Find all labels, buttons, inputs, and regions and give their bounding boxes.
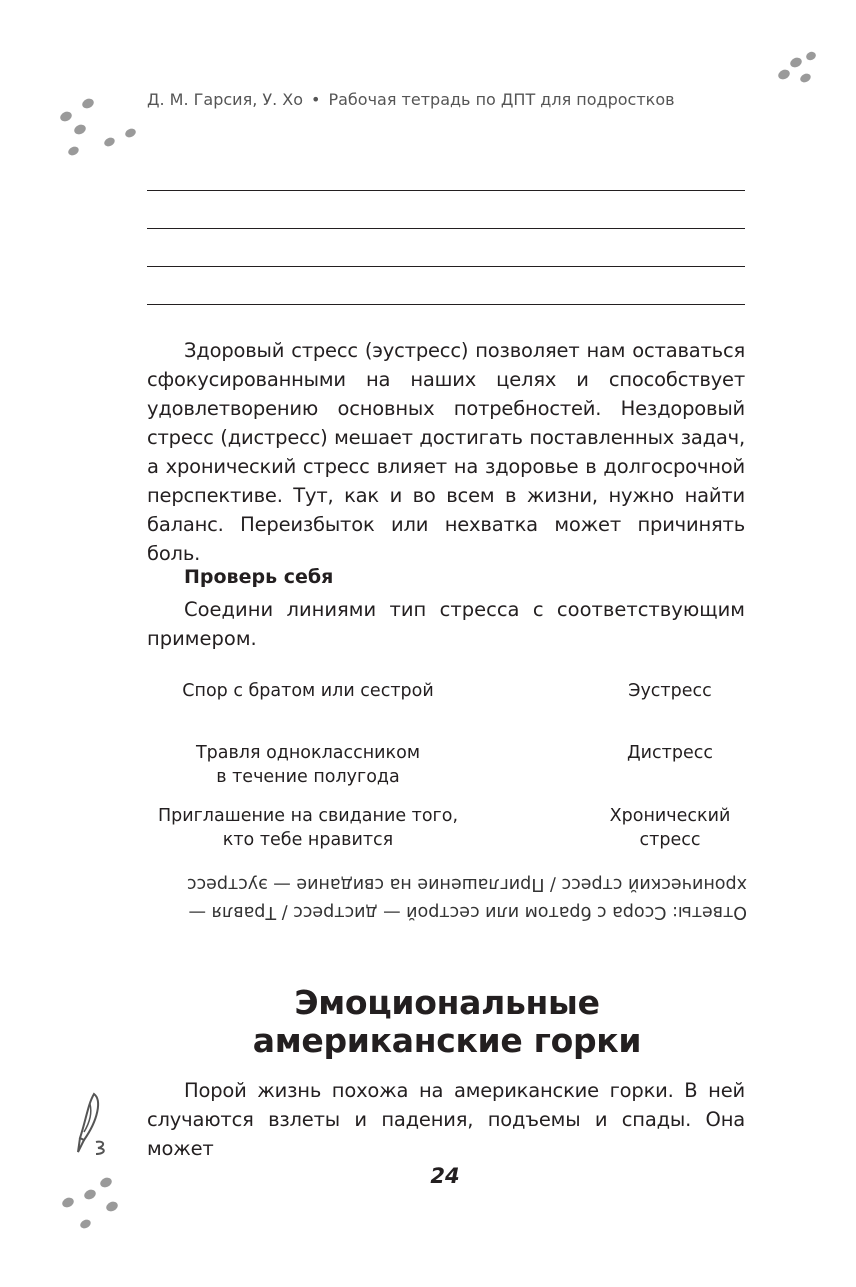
example-item <box>148 679 468 703</box>
running-header <box>147 90 747 109</box>
section-title-line: Эмоциональные <box>294 983 600 1022</box>
example-text: Травля одноклассником <box>195 743 421 763</box>
writing-line <box>147 304 745 305</box>
writing-lines <box>147 190 745 342</box>
example-item <box>148 741 468 789</box>
example-text: кто тебе нравится <box>222 830 394 850</box>
writing-line <box>147 190 745 191</box>
quill-pen-icon <box>62 1090 122 1160</box>
check-title: Проверь себя <box>184 566 334 588</box>
section-paragraph: Порой жизнь похожа на американские горки. В ней случаются взлеты и падения, подъемы и спады. Она может <box>147 1079 745 1160</box>
stress-type-text: Дистресс <box>627 743 713 763</box>
example-text: Спор с братом или сестрой <box>182 681 434 701</box>
section-title-line: американские горки <box>252 1021 642 1060</box>
writing-line <box>147 228 745 229</box>
header-separator: • <box>311 90 321 109</box>
stress-type-item <box>590 804 750 852</box>
example-text: в течение полугода <box>216 767 400 787</box>
stress-type-text: стресс <box>639 830 701 850</box>
writing-line <box>147 266 745 267</box>
header-authors: Д. М. Гарсия, У. Хо <box>147 90 304 109</box>
stress-type-item <box>590 679 750 703</box>
stress-type-text: Эустресс <box>628 681 712 701</box>
example-text: Приглашение на свидание того, <box>157 806 459 826</box>
page-number: 24 <box>430 1164 460 1188</box>
intro-paragraph: Здоровый стресс (эустресс) позволяет нам оставаться сфокусированными на наших целях и способствует удовлетворению основных потребностей. Нездоровый стресс (дистресс) мешает достигать поставленных задач, а хронический стресс влияет на здоровье в долгосрочной перспективе. Тут, как и во всем в жизни, нужно найти баланс. Переизбыток или нехватка может причинять боль. <box>147 339 745 565</box>
answers-upside-down <box>147 870 747 926</box>
stress-type-item <box>590 741 750 765</box>
stress-type-text: Хронический <box>609 806 731 826</box>
example-item <box>148 804 468 852</box>
header-book-title: Рабочая тетрадь по ДПТ для подростков <box>328 90 675 109</box>
answers-line: хронический стресс / Приглашение на свидание — эустресс <box>186 874 747 894</box>
section-title <box>148 984 746 1060</box>
answers-line: Ответы: Ссора с братом или сестрой — дистресс / Травля — <box>188 902 747 922</box>
check-instruction: Соедини линиями тип стресса с соответствующим примером. <box>147 598 745 650</box>
